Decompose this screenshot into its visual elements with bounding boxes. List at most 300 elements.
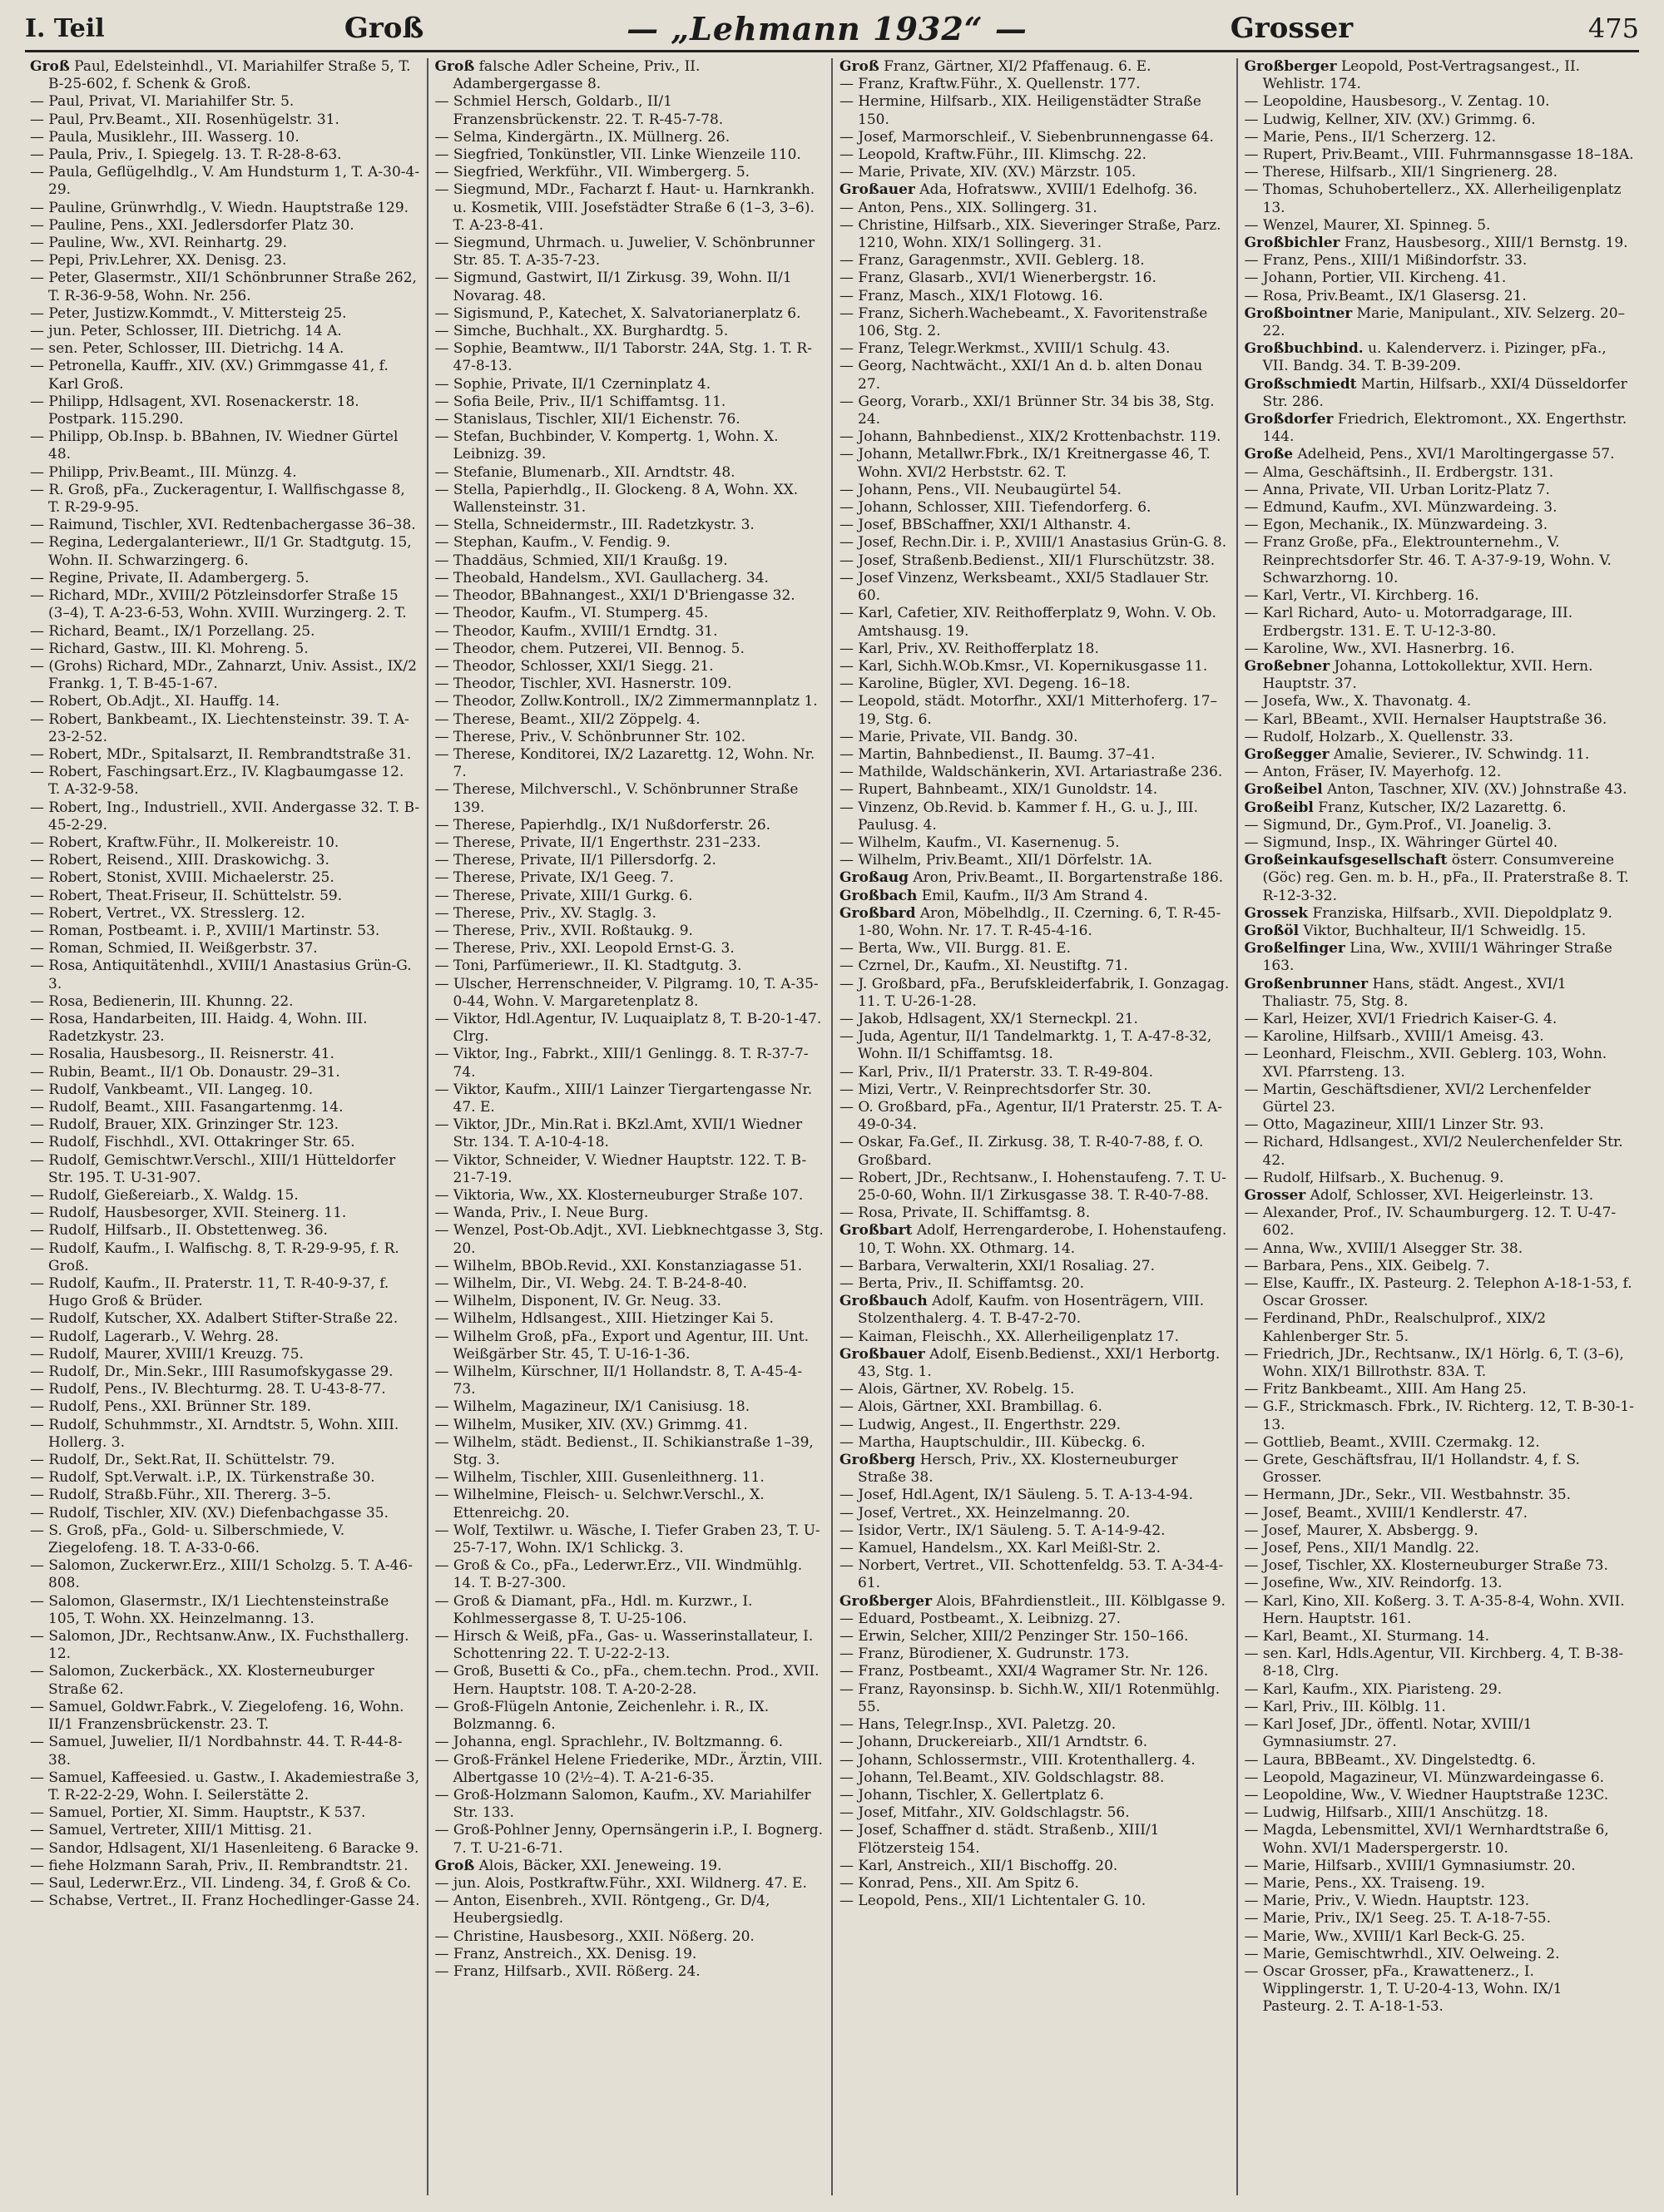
directory-entry — [1245, 923, 1635, 940]
directory-entry — [30, 1593, 420, 1628]
entry-text: — Laura, BBBeamt., XV. Dingelstedtg. 6. — [1244, 1751, 1537, 1769]
entry-text: — Rudolf, Vankbeamt., VII. Langeg. 10. — [30, 1081, 314, 1098]
entry-text: — Anton, Eisenbreh., XVII. Röntgeng., Gr. D/4, Heubergsiedlg. — [434, 1893, 770, 1927]
entry-text: — Leopold, städt. Motorfhr., XXI/1 Mitterhoferg. 17–19, Stg. 6. — [839, 693, 1218, 728]
directory-entry — [839, 1293, 1230, 1328]
entry-text: — Ludwig, Angest., II. Engerthstr. 229. — [839, 1416, 1122, 1433]
directory-entry — [839, 76, 1230, 93]
entry-surname: Große — [1244, 446, 1294, 463]
directory-entry — [435, 1628, 825, 1663]
directory-entry — [1245, 1928, 1635, 1946]
entry-text: — Groß & Co., pFa., Lederwr.Erz., VII. Windmühlg. 14. T. B-27-300. — [434, 1557, 803, 1592]
entry-text: — Rudolf, Fischhdl., XVI. Ottakringer Str. 65. — [30, 1134, 355, 1151]
directory-entry — [435, 1963, 825, 1981]
entry-text: — sen. Karl, Hdls.Agentur, VII. Kirchberg. 4, T. B-38-8-18, Clrg. — [1244, 1645, 1624, 1680]
directory-entry — [1245, 976, 1635, 1011]
directory-entry — [30, 534, 420, 569]
directory-entry — [1245, 499, 1635, 517]
directory-entry — [839, 1028, 1230, 1063]
entry-text: — Josef, Tischler, XX. Klosterneuburger Straße 73. — [1244, 1557, 1608, 1575]
entry-text: — Isidor, Vertr., IX/1 Säuleng. 5. T. A-14-9-42. — [839, 1522, 1166, 1539]
column-1 — [23, 58, 428, 2195]
entry-text: — Marie, Private, XIV. (XV.) Märzstr. 105. — [839, 164, 1137, 181]
directory-entry — [1245, 1505, 1635, 1522]
directory-entry — [839, 746, 1230, 764]
entry-text: — Stella, Schneidermstr., III. Radetzkystr. 3. — [434, 517, 755, 534]
directory-entry — [435, 1946, 825, 1963]
directory-entry — [435, 1752, 825, 1787]
entry-text: — Wilhelm, Disponent, IV. Gr. Neug. 33. — [434, 1293, 721, 1310]
directory-entry — [839, 428, 1230, 446]
entry-text: falsche Adler Scheine, Priv., II. Adambergergasse 8. — [453, 58, 701, 93]
entry-text: — Rudolf, Hilfsarb., II. Obstettenweg. 36. — [30, 1222, 328, 1240]
entry-text: — Toni, Parfümeriewr., II. Kl. Stadtgutg. 3. — [434, 958, 742, 975]
entry-text: — Robert, Stonist, XVIII. Michaelerstr. 25. — [30, 869, 334, 887]
entry-text: — Karl, Priv., XV. Reithofferplatz 18. — [839, 640, 1099, 657]
entry-text: — Jakob, Hdlsagent, XX/1 Sterneckpl. 21. — [839, 1010, 1138, 1027]
entry-text: — Viktor, Kaufm., XIII/1 Lainzer Tiergartengasse Nr. 47. E. — [434, 1081, 813, 1116]
entry-text: — Robert, Ob.Adjt., XI. Hauffg. 14. — [30, 693, 280, 710]
entry-text: — Johann, Tel.Beamt., XIV. Goldschlagstr. 88. — [839, 1769, 1165, 1786]
entry-text: — Groß-Flügeln Antonie, Zeichenlehr. i. R., IX. Bolzmanng. 6. — [434, 1698, 770, 1734]
directory-entry — [1245, 1875, 1635, 1893]
entry-text: Anton, Taschner, XIV. (XV.) Johnstraße 43. — [1327, 781, 1627, 799]
column-2 — [428, 58, 834, 2195]
entry-text: — Martin, Geschäftsdiener, XVI/2 Lerchenfelder Gürtel 23. — [1244, 1081, 1591, 1116]
directory-entry — [1245, 1540, 1635, 1557]
entry-surname: Großaug — [839, 869, 909, 887]
directory-entry — [435, 817, 825, 834]
entry-surname: Großbach — [839, 887, 918, 904]
entry-text: — Marie, Ww., XVIII/1 Karl Beck-G. 25. — [1244, 1927, 1526, 1945]
directory-entry — [839, 1787, 1230, 1804]
entry-text: — Josef, Hdl.Agent, IX/1 Säuleng. 5. T. A-13-4-94. — [839, 1487, 1193, 1504]
entry-text: — Robert, Ing., Industriell., XVII. Andergasse 32. T. B-45-2-29. — [30, 799, 420, 834]
directory-entry — [839, 1628, 1230, 1645]
directory-entry — [839, 446, 1230, 481]
entry-text: — Franz, Kraftw.Führ., X. Quellenstr. 177. — [839, 76, 1141, 93]
entry-text: — Richard, Gastw., III. Kl. Mohreng. 5. — [30, 640, 309, 657]
entry-text: — Franz, Bürodiener, X. Gudrunstr. 173. — [839, 1645, 1130, 1663]
directory-entry — [1245, 1822, 1635, 1857]
directory-entry — [435, 93, 825, 128]
entry-text: — Saul, Lederwr.Erz., VII. Lindeng. 34, f. Groß & Co. — [30, 1874, 412, 1892]
directory-entry — [839, 93, 1230, 128]
directory-entry — [30, 1329, 420, 1346]
directory-entry — [30, 1822, 420, 1839]
entry-text: — jun. Peter, Schlosser, III. Dietrichg. 14 A. — [30, 323, 342, 340]
directory-entry — [30, 1663, 420, 1698]
directory-entry — [839, 1417, 1230, 1434]
directory-entry — [839, 675, 1230, 693]
entry-text: — Rudolf, Holzarb., X. Quellenstr. 33. — [1244, 728, 1513, 745]
directory-entry — [839, 1716, 1230, 1734]
entry-text: — Therese, Priv., V. Schönbrunner Str. 102. — [434, 728, 746, 745]
entry-text: — Konrad, Pens., XII. Am Spitz 6. — [839, 1874, 1079, 1892]
entry-surname: Großeibl — [1244, 799, 1314, 816]
directory-entry — [1245, 693, 1635, 710]
entry-text: — (Grohs) Richard, MDr., Zahnarzt, Univ. Assist., IX/2 Frankg. 1, T. B-45-1-67. — [30, 657, 417, 693]
entry-text: — Therese, Milchverschl., V. Schönbrunner Straße 139. — [434, 781, 799, 816]
directory-entry — [30, 1222, 420, 1240]
column-3 — [833, 58, 1238, 2195]
entry-surname: Großbard — [839, 904, 916, 922]
entry-text: — Wilhelm, Musiker, XIV. (XV.) Grimmg. 41. — [434, 1416, 748, 1433]
entry-text: — Josef, Straßenb.Bedienst., XII/1 Flurschützstr. 38. — [839, 552, 1216, 569]
directory-entry — [435, 1222, 825, 1257]
directory-entry — [839, 252, 1230, 270]
entry-text: — Schmiel Hersch, Goldarb., II/1 Franzensbrückenstr. 22. T. R-45-7-78. — [434, 93, 724, 128]
entry-text: — Christine, Hilfsarb., XIX. Sieveringer Straße, Parz. 1210, Wohn. XIX/1 Sollingerg. 31. — [839, 216, 1221, 252]
entry-text: — Wanda, Priv., I. Neue Burg. — [434, 1205, 649, 1222]
entry-text: — Salomon, JDr., Rechtsanw.Anw., IX. Fuchsthallerg. 12. — [30, 1628, 409, 1663]
directory-entry — [1245, 1205, 1635, 1240]
entry-text: — Johann, Portier, VII. Kircheng. 41. — [1244, 270, 1507, 287]
directory-entry — [30, 1152, 420, 1187]
entry-text: — Rudolf, Maurer, XVIII/1 Kreuzg. 75. — [30, 1345, 304, 1363]
directory-entry — [435, 1417, 825, 1434]
entry-text: — R. Groß, pFa., Zuckeragentur, I. Wallfischgasse 8, T. R-29-9-95. — [30, 481, 405, 517]
directory-entry — [30, 1469, 420, 1487]
entry-text: — Wilhelm, Tischler, XIII. Gusenleithnerg. 11. — [434, 1469, 765, 1487]
entry-text: — Josef, Rechn.Dir. i. P., XVIII/1 Anastasius Grün-G. 8. — [839, 534, 1227, 552]
directory-entry — [30, 1522, 420, 1557]
entry-surname: Groß — [434, 58, 475, 75]
directory-entry — [1245, 129, 1635, 146]
entry-text: Adolf, Eisenb.Bedienst., XXI/1 Herbortg. 43, Stg. 1. — [858, 1345, 1221, 1381]
entry-text: — Karoline, Bügler, XVI. Degeng. 16–18. — [839, 675, 1131, 693]
directory-entry — [839, 270, 1230, 287]
directory-entry — [1245, 817, 1635, 834]
directory-entry — [839, 605, 1230, 640]
directory-entry — [435, 464, 825, 482]
entry-text: — Rudolf, Hausbesorger, XVII. Steinerg. 11. — [30, 1205, 347, 1222]
directory-entry — [1245, 1487, 1635, 1504]
entry-text: — Rudolf, Pens., IV. Blechturmg. 28. T. U-43-8-77. — [30, 1381, 386, 1398]
entry-text: — Eduard, Postbeamt., X. Leibnizg. 27. — [839, 1610, 1122, 1627]
entry-text: — Rosa, Antiquitätenhdl., XVIII/1 Anastasius Grün-G. 3. — [30, 958, 412, 992]
directory-entry — [1245, 1116, 1635, 1134]
entry-text: — Karl Josef, JDr., öffentl. Notar, XVIII/1 Gymnasiumstr. 27. — [1244, 1716, 1533, 1751]
directory-entry — [839, 834, 1230, 852]
directory-entry — [435, 958, 825, 975]
directory-entry — [1245, 746, 1635, 764]
entry-text: — Josef Vinzenz, Werksbeamt., XXI/5 Stadlauer Str. 60. — [839, 569, 1210, 605]
entry-text: — Alexander, Prof., IV. Schaumburgerg. 12. T. U-47-602. — [1244, 1205, 1617, 1240]
directory-entry — [30, 111, 420, 129]
directory-entry — [435, 940, 825, 958]
entry-text: — Mizi, Vertr., V. Reinprechtsdorfer Str. 30. — [839, 1081, 1151, 1098]
directory-entry — [435, 340, 825, 375]
directory-entry — [435, 570, 825, 587]
directory-entry — [435, 58, 825, 93]
entry-text: — Wenzel, Post-Ob.Adjt., XVI. Liebknechtgasse 3, Stg. 20. — [434, 1222, 824, 1257]
entry-text: — Johann, Druckereiarb., XII/1 Arndtstr. 6. — [839, 1734, 1148, 1751]
directory-entry — [30, 217, 420, 235]
entry-text: — Paula, Geflügelhdlg., V. Am Hundsturm 1, T. A-30-4-29. — [30, 164, 420, 199]
entry-text: — Hans, Telegr.Insp., XVI. Paletzg. 20. — [839, 1716, 1117, 1734]
entry-text: — Rudolf, Kaufm., I. Walfischg. 8, T. R-29-9-95, f. R. Groß. — [30, 1240, 399, 1274]
directory-entry — [435, 711, 825, 729]
entry-text: — Karl, Cafetier, XIV. Reithofferplatz 9, Wohn. V. Ob. Amtshausg. 19. — [839, 605, 1216, 640]
entry-text: — Richard, Hdlsangest., XVI/2 Neulerchenfelder Str. 42. — [1244, 1134, 1623, 1169]
directory-entry — [30, 129, 420, 146]
directory-entry — [435, 781, 825, 816]
directory-entry — [1245, 252, 1635, 270]
directory-entry — [30, 1804, 420, 1822]
entry-text: u. Kalenderverz. i. Pizinger, pFa., VII. Bandg. 34. T. B-39-209. — [1262, 340, 1607, 375]
entry-surname: Großbichler — [1244, 235, 1340, 252]
entry-text: — Johann, Schlosser, XIII. Tiefendorferg. 6. — [839, 499, 1151, 517]
directory-entry — [435, 305, 825, 323]
entry-text: — Stefan, Buchbinder, V. Kompertg. 1, Wohn. X. Leibnizg. 39. — [434, 428, 779, 463]
entry-surname: Groß — [839, 58, 879, 75]
entry-surname: Groß — [30, 58, 70, 75]
entry-text: — Therese, Private, XIII/1 Gurkg. 6. — [434, 887, 693, 904]
directory-entry — [435, 1011, 825, 1046]
directory-entry — [30, 1381, 420, 1398]
directory-entry — [30, 323, 420, 340]
directory-entry — [435, 1152, 825, 1187]
directory-entry — [839, 1875, 1230, 1893]
entry-text: — Franz, Hilfsarb., XVII. Rößerg. 24. — [434, 1962, 701, 1980]
directory-entry — [1245, 411, 1635, 446]
entry-text: — Rudolf, Hilfsarb., X. Buchenug. 9. — [1244, 1169, 1504, 1186]
entry-text: — Sigmund, Insp., IX. Währinger Gürtel 40. — [1244, 834, 1558, 851]
entry-text: — Richard, Beamt., IX/1 Porzellang. 25. — [30, 622, 315, 640]
entry-text: — Viktor, JDr., Min.Rat i. BKzl.Amt, XVII/1 Wiedner Str. 134. T. A-10-4-18. — [434, 1116, 803, 1151]
directory-entry — [839, 305, 1230, 340]
entry-text: — Barbara, Pens., XIX. Geibelg. 7. — [1244, 1257, 1490, 1274]
directory-entry — [1245, 605, 1635, 640]
entry-text: Martin, Hilfsarb., XXI/4 Düsseldorfer Str. 286. — [1262, 375, 1627, 410]
directory-entry — [435, 146, 825, 164]
entry-text: — Oskar, Fa.Gef., II. Zirkusg. 38, T. R-40-7-88, f. O. Großbard. — [839, 1134, 1204, 1169]
directory-entry — [839, 1858, 1230, 1875]
entry-text: — Pauline, Grünwrhdlg., V. Wiedn. Hauptstraße 129. — [30, 199, 409, 216]
entry-text: — Robert, Vertret., VX. Stresslerg. 12. — [30, 904, 305, 922]
entry-text: — Theodor, Kaufm., XVIII/1 Erndtg. 31. — [434, 622, 718, 640]
entry-text: — Hermine, Hilfsarb., XIX. Heiligenstädter Straße 150. — [839, 93, 1201, 128]
column-4 — [1238, 58, 1642, 2195]
entry-text: — Rudolf, Pens., XXI. Brünner Str. 189. — [30, 1398, 311, 1416]
directory-entry — [1245, 658, 1635, 693]
entry-text: — Richard, MDr., XVIII/2 Pötzleinsdorfer Straße 15 (3–4), T. A-23-6-53, Wohn. XVIII. Wurzingerg. 2. T. — [30, 587, 407, 622]
directory-entry — [1245, 1258, 1635, 1275]
directory-entry — [1245, 1346, 1635, 1381]
entry-text: — Franz, Sicherh.Wachebeamt., X. Favoritenstraße 106, Stg. 2. — [839, 304, 1208, 340]
directory-entry — [30, 711, 420, 746]
entry-text: — Leonhard, Fleischm., XVII. Geblerg. 103, Wohn. XVI. Pfarrsteng. 13. — [1244, 1046, 1607, 1081]
entry-text: — Leopoldine, Ww., V. Wiedner Hauptstraße 123C. — [1244, 1786, 1609, 1804]
entry-text: Johanna, Lottokollektur, XVII. Hern. Hauptstr. 37. — [1262, 657, 1593, 693]
entry-text: — Wilhelm, Magazineur, IX/1 Canisiusg. 18. — [434, 1398, 750, 1416]
entry-text: — Therese, Priv., XV. Staglg. 3. — [434, 904, 656, 922]
directory-entry — [839, 1681, 1230, 1716]
entry-text: — Regine, Private, II. Adambergerg. 5. — [30, 569, 310, 586]
directory-entry — [435, 164, 825, 181]
directory-entry — [839, 976, 1230, 1011]
directory-entry — [839, 888, 1230, 905]
entry-surname: Großegger — [1244, 745, 1330, 763]
directory-entry — [839, 164, 1230, 181]
entry-text: — Wilhelm, städt. Bedienst., II. Schikianstraße 1–39, Stg. 3. — [434, 1433, 814, 1469]
entry-text: — Franz, Telegr.Werkmst., XVIII/1 Schulg. 43. — [839, 340, 1171, 358]
directory-entry — [839, 217, 1230, 252]
directory-entry — [1245, 482, 1635, 499]
directory-entry — [30, 1893, 420, 1910]
entry-text: Paul, Edelsteinhdl., VI. Mariahilfer Straße 5, T. B-25-602, f. Schenk & Groß. — [48, 58, 411, 93]
entry-text: — Otto, Magazineur, XIII/1 Linzer Str. 93. — [1244, 1116, 1544, 1134]
directory-entry — [839, 129, 1230, 146]
page-number: 475 — [1587, 12, 1639, 44]
directory-entry — [30, 252, 420, 270]
directory-entry — [30, 1557, 420, 1592]
entry-text: — Karoline, Ww., XVI. Hasnerbrg. 16. — [1244, 640, 1515, 657]
entry-text: Adelheid, Pens., XVI/1 Maroltingergasse 57. — [1297, 446, 1615, 463]
directory-entry — [30, 305, 420, 323]
entry-text: — Robert, JDr., Rechtsanw., I. Hohenstaufeng. 7. T. U-25-0-60, Wohn. II/1 Zirkusgasse 38. T. R-40-7-88. — [839, 1169, 1226, 1204]
entry-text: — Rubin, Beamt., II/1 Ob. Donaustr. 29–31. — [30, 1063, 340, 1081]
directory-entry — [30, 658, 420, 693]
directory-entry — [839, 799, 1230, 834]
directory-entry — [1245, 1434, 1635, 1452]
entry-text: — Karl, Vertr., VI. Kirchberg. 16. — [1244, 587, 1479, 605]
directory-entry — [30, 1363, 420, 1381]
directory-entry — [839, 1011, 1230, 1028]
directory-entry — [30, 570, 420, 587]
entry-text: — Therese, Priv., XVII. Roßtaukg. 9. — [434, 922, 693, 939]
directory-entry — [435, 1858, 825, 1875]
entry-text: — Salomon, Zuckerwr.Erz., XIII/1 Scholzg. 5. T. A-46-808. — [30, 1557, 413, 1592]
entry-text: — Rudolf, Dr., Sekt.Rat, II. Schüttelstr. 79. — [30, 1452, 335, 1469]
entry-text: — Rudolf, Gießereiarb., X. Waldg. 15. — [30, 1187, 299, 1204]
directory-entry — [1245, 1046, 1635, 1081]
directory-entry — [30, 1875, 420, 1893]
directory-entry — [30, 340, 420, 358]
directory-entry — [30, 1699, 420, 1734]
entry-text: — Rudolf, Kaufm., II. Praterstr. 11, T. R-40-9-37, f. Hugo Groß & Brüder. — [30, 1275, 389, 1310]
directory-entry — [1245, 340, 1635, 375]
directory-entry — [435, 1258, 825, 1275]
entry-text: — Johann, Tischler, X. Gellertplatz 6. — [839, 1786, 1105, 1804]
entry-text: — Peter, Justizw.Kommdt., V. Mittersteig 25. — [30, 304, 347, 322]
entry-text: — jun. Alois, Postkraftw.Führ., XXI. Wildnerg. 47. E. — [434, 1874, 807, 1892]
entry-text: — Sophie, Beamtww., II/1 Taborstr. 24A, Stg. 1. T. R-47-8-13. — [434, 340, 812, 375]
entry-text: — Josef, Pens., XII/1 Mandlg. 22. — [1244, 1540, 1479, 1557]
directory-entry — [839, 1611, 1230, 1628]
entry-text: Franz, Gärtner, XI/2 Pfaffenaug. 6. E. — [884, 58, 1151, 75]
entry-text: — Berta, Ww., VII. Burgg. 81. E. — [839, 940, 1071, 958]
directory-entry — [435, 605, 825, 622]
entry-text: — Josefa, Ww., X. Thavonatg. 4. — [1244, 693, 1472, 710]
entry-text: — Johanna, engl. Sprachlehr., IV. Boltzmanng. 6. — [434, 1734, 784, 1751]
entry-text: — Karl, Anstreich., XII/1 Bischoffg. 20. — [839, 1857, 1118, 1874]
directory-entry — [435, 1928, 825, 1946]
directory-entry — [1245, 1187, 1635, 1205]
entry-text: — Franz, Anstreich., XX. Denisg. 19. — [434, 1945, 697, 1962]
entry-text: Aron, Möbelhdlg., II. Czerning. 6, T. R-45-1-80, Wohn. Nr. 17. T. R-45-4-16. — [858, 904, 1221, 939]
directory-entry — [435, 923, 825, 940]
directory-entry — [30, 1452, 420, 1469]
directory-entry — [30, 358, 420, 393]
entry-text: — S. Groß, pFa., Gold- u. Silberschmiede, V. Ziegelofeng. 18. T. A-33-0-66. — [30, 1522, 345, 1557]
entry-text: — Paul, Privat, VI. Mariahilfer Str. 5. — [30, 93, 295, 111]
entry-text: — Rosa, Priv.Beamt., IX/1 Glasersg. 21. — [1244, 287, 1527, 304]
directory-entry — [435, 1734, 825, 1751]
directory-entry — [1245, 1752, 1635, 1769]
entry-text: — Siegmund, MDr., Facharzt f. Haut- u. Harnkrankh. u. Kosmetik, VIII. Josefstädter Straße 6 (1–3, 3–6). T. A-23-8-41. — [434, 181, 815, 234]
entry-text: — Siegfried, Tonkünstler, VII. Linke Wienzeile 110. — [434, 146, 801, 164]
directory-entry — [30, 1205, 420, 1222]
directory-entry — [30, 1310, 420, 1328]
directory-entry — [1245, 1134, 1635, 1169]
directory-entry — [30, 1417, 420, 1452]
entry-text: — Karl, Kino, XII. Koßerg. 3. T. A-35-8-4, Wohn. XVII. Hern. Hauptstr. 161. — [1244, 1592, 1625, 1627]
directory-entry — [30, 1064, 420, 1081]
directory-entry — [30, 1840, 420, 1858]
entry-text: Emil, Kaufm., II/3 Am Strand 4. — [921, 887, 1148, 904]
directory-entry — [30, 993, 420, 1011]
entry-text: — Rupert, Priv.Beamt., VIII. Fuhrmannsgasse 18–18A. — [1244, 146, 1634, 164]
entry-text: Marie, Manipulant., XIV. Selzerg. 20–22. — [1262, 304, 1626, 340]
directory-entry — [1245, 1628, 1635, 1645]
page-header — [25, 7, 1639, 52]
directory-entry — [30, 1346, 420, 1363]
entry-text: — Georg, Vorarb., XXI/1 Brünner Str. 34 bis 38, Stg. 24. — [839, 393, 1215, 428]
directory-entry — [30, 482, 420, 517]
entry-text: — Schabse, Vertret., II. Franz Hochedlinger-Gasse 24. — [30, 1893, 420, 1910]
entry-text: — Peter, Glasermstr., XII/1 Schönbrunner Straße 262, T. R-36-9-58, Wohn. Nr. 256. — [30, 270, 417, 304]
entry-surname: Großdorfer — [1244, 411, 1334, 428]
directory-entry — [839, 552, 1230, 570]
entry-text: — Robert, Theat.Friseur, II. Schüttelstr. 59. — [30, 887, 343, 904]
directory-entry — [30, 1628, 420, 1663]
entry-text: — Karl, Priv., III. Kölblg. 11. — [1244, 1698, 1446, 1715]
directory-entry — [839, 764, 1230, 781]
directory-entry — [435, 1469, 825, 1487]
entry-text: — Anna, Private, VII. Urban Loritz-Platz 7. — [1244, 481, 1550, 498]
entry-text: Lina, Ww., XVIII/1 Währinger Straße 163. — [1262, 940, 1612, 975]
entry-text: — Kaiman, Fleischh., XX. Allerheiligenplatz 17. — [839, 1328, 1180, 1345]
entry-surname: Großeibel — [1244, 781, 1323, 799]
entry-text: — Sofia Beile, Priv., II/1 Schiffamtsg. 11. — [434, 393, 726, 410]
directory-entry — [1245, 305, 1635, 340]
directory-entry — [839, 1734, 1230, 1751]
directory-entry — [435, 1363, 825, 1398]
directory-entry — [1245, 1893, 1635, 1910]
directory-entry — [1245, 1557, 1635, 1575]
directory-entry — [435, 181, 825, 235]
entry-text: — Wilhelm, Dir., VI. Webg. 24. T. B-24-8-40. — [434, 1275, 747, 1293]
directory-entry — [435, 376, 825, 393]
entry-text: österr. Consumvereine (Göc) reg. Gen. m. b. H., pFa., II. Praterstraße 8. T. R-12-3-32. — [1262, 852, 1629, 904]
directory-entry — [839, 499, 1230, 517]
directory-entry — [839, 905, 1230, 940]
directory-entry — [839, 1170, 1230, 1205]
directory-entry — [435, 1310, 825, 1328]
directory-entry — [1245, 1575, 1635, 1592]
directory-entry — [435, 905, 825, 923]
entry-text: — Viktor, Schneider, V. Wiedner Hauptstr. 122. T. B-21-7-19. — [434, 1151, 807, 1186]
directory-entry — [30, 1046, 420, 1063]
directory-entry — [435, 658, 825, 675]
entry-text: — Josef, Vertret., XX. Heinzelmanng. 20. — [839, 1504, 1131, 1522]
entry-text: — Pauline, Ww., XVI. Reinhartg. 29. — [30, 235, 287, 252]
directory-entry — [435, 1116, 825, 1151]
directory-entry — [1245, 1522, 1635, 1540]
directory-entry — [839, 534, 1230, 552]
